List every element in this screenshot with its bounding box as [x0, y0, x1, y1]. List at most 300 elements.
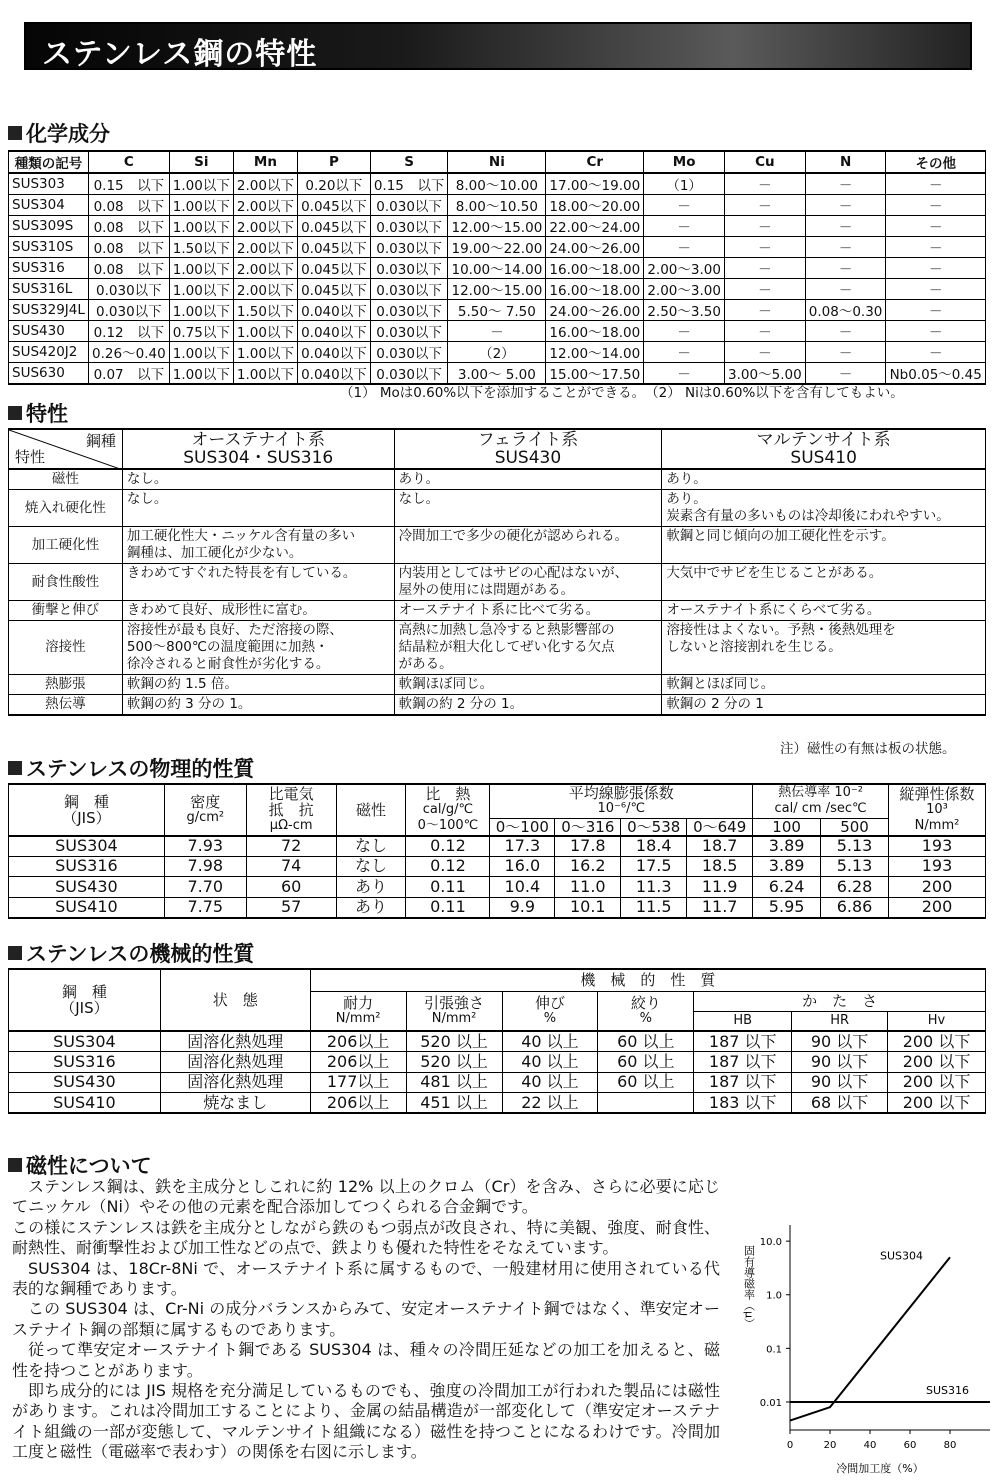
mech-h-yield: 耐力 N/mm²	[310, 991, 406, 1031]
chem-cell: SUS309S	[9, 216, 89, 237]
mech-cell: 固溶化熱処理	[160, 1031, 310, 1052]
phys-cell: あり	[336, 897, 406, 918]
chem-cell: 0.030以下	[89, 279, 170, 300]
mech-cell	[598, 1093, 694, 1114]
mech-cell: 206以上	[310, 1031, 406, 1052]
chem-cell: －	[644, 321, 725, 342]
prop-row-name: 衝撃と伸び	[9, 601, 123, 621]
chem-cell: 12.00～15.00	[448, 279, 546, 300]
chem-cell: 1.00以下	[233, 363, 297, 385]
phys-cell: 200	[889, 877, 986, 898]
prop-col-austenite: オーステナイト系 SUS304・SUS316	[122, 429, 394, 469]
title-banner	[24, 22, 972, 70]
phys-cell: SUS316	[9, 856, 165, 877]
prop-cell: なし。	[122, 490, 394, 527]
chem-cell: －	[725, 258, 806, 279]
mech-cell: 90 以下	[792, 1072, 888, 1093]
phys-h-elast: 縦弾性係数 10³ N/mm²	[889, 784, 986, 836]
prop-row	[9, 490, 986, 527]
chem-cell: 0.07 以下	[89, 363, 170, 385]
chem-cell: 0.030以下	[370, 216, 448, 237]
chem-cell: 24.00～26.00	[546, 237, 644, 258]
magnet-paragraph: この様にステンレスは鉄を主成分としながら鉄のもつ弱点が改良され、特に美観、強度、耐食性、耐熱性、耐衝撃性および加工性などの点で、鉄よりも優れた特性をそなえています。	[12, 1217, 720, 1258]
chem-cell: －	[448, 321, 546, 342]
chem-cell: 0.030以下	[370, 300, 448, 321]
chem-cell: －	[886, 173, 986, 195]
chem-cell: －	[644, 216, 725, 237]
mech-cell: 40 以上	[502, 1072, 598, 1093]
phys-cell: 18.5	[687, 856, 753, 877]
mech-cell: 206以上	[310, 1052, 406, 1073]
chem-cell: 0.030以下	[370, 237, 448, 258]
mech-cell: 481 以上	[406, 1072, 502, 1093]
y-tick-label: 1.0	[766, 1290, 782, 1302]
chem-cell: 8.00～10.50	[448, 195, 546, 216]
chem-cell: 1.00以下	[233, 342, 297, 363]
phys-cell: 200	[889, 897, 986, 918]
chem-cell: 0.040以下	[298, 300, 371, 321]
chem-cell: －	[805, 216, 886, 237]
phys-h-mag: 磁性	[336, 784, 406, 836]
chem-cell: －	[644, 237, 725, 258]
mech-hard-col: Hv	[888, 1011, 986, 1031]
phys-cell: 18.4	[621, 836, 687, 857]
page-title: ステンレス鋼の特性	[42, 37, 318, 72]
prop-cell: あり。	[394, 469, 662, 490]
chem-cell: 0.045以下	[298, 195, 371, 216]
prop-row-name: 溶接性	[9, 621, 123, 675]
chem-cell: 24.00～26.00	[546, 300, 644, 321]
chem-cell: 0.045以下	[298, 237, 371, 258]
chem-cell: （2）	[448, 342, 546, 363]
mech-cell: 520 以上	[406, 1031, 502, 1052]
chem-cell: －	[725, 321, 806, 342]
phys-cell: 7.70	[164, 877, 246, 898]
phys-cell: 7.93	[164, 836, 246, 857]
chem-row	[9, 258, 986, 279]
chem-header: その他	[886, 151, 986, 173]
magnet-heading: 磁性について	[8, 1150, 152, 1180]
phys-h-density: 密度 g/cm²	[164, 784, 246, 836]
magnet-paragraph: この SUS304 は、Cr-Ni の成分バランスからみて、安定オーステナイト鋼ではなく、準安定オーステナイト鋼の部類に属するものであります。	[12, 1299, 720, 1339]
chem-cell: －	[886, 258, 986, 279]
chem-cell: 1.00以下	[169, 300, 233, 321]
chem-cell: 0.030以下	[370, 195, 448, 216]
chem-cell: 0.20以下	[298, 173, 371, 195]
phys-cell: SUS410	[9, 897, 165, 918]
mech-cell: 40 以上	[502, 1052, 598, 1073]
corner-top: 鋼種	[85, 432, 116, 450]
chem-cell: －	[886, 300, 986, 321]
prop-cell: 加工硬化性大・ニッケル含有量の多い 鋼種は、加工硬化が少ない。	[122, 527, 394, 564]
chem-cell: Nb0.05～0.45	[886, 363, 986, 385]
chem-row	[9, 300, 986, 321]
chem-header: P	[298, 151, 371, 173]
chem-cell: SUS303	[9, 173, 89, 195]
chem-cell: －	[886, 321, 986, 342]
phys-cell: 18.7	[687, 836, 753, 857]
chem-cell: 0.15 以下	[89, 173, 170, 195]
magnet-paragraph: ステンレス鋼は、鉄を主成分としこれに約 12% 以上のクロム（Cr）を含み、さらに必要に応じてニッケル（Ni）やその他の元素を配合添加してつくられる合金鋼です。	[12, 1177, 720, 1217]
prop-note: 注）磁性の有無は板の状態。	[780, 741, 956, 757]
phys-cell: 11.9	[687, 877, 753, 898]
prop-cell: オーステナイト系に比べて劣る。	[394, 601, 662, 621]
chem-cell: 0.030以下	[370, 363, 448, 385]
mech-table	[8, 968, 986, 1114]
chem-cell: 2.50～3.50	[644, 300, 725, 321]
phys-cell: 6.86	[821, 897, 889, 918]
chem-cell: 1.00以下	[169, 195, 233, 216]
prop-heading: 特性	[8, 398, 68, 428]
chem-cell: 2.00以下	[233, 173, 297, 195]
phys-cell: 6.28	[821, 877, 889, 898]
chem-cell: 0.040以下	[298, 321, 371, 342]
square-bullet-icon	[8, 761, 22, 775]
phys-cell: 11.7	[687, 897, 753, 918]
chem-cell: 18.00～20.00	[546, 195, 644, 216]
x-tick-label: 80	[943, 1440, 957, 1451]
chem-cell: 0.040以下	[298, 342, 371, 363]
chem-cell: 0.045以下	[298, 258, 371, 279]
prop-row-name: 耐食性酸性	[9, 564, 123, 601]
square-bullet-icon	[8, 126, 22, 140]
phys-cell: 0.11	[406, 877, 490, 898]
series-label-sus304: SUS304	[880, 1249, 924, 1263]
phys-cell: なし	[336, 856, 406, 877]
prop-cell: 軟鋼ほぼ同じ。	[394, 675, 662, 695]
phys-cell: 11.0	[555, 877, 621, 898]
chem-cell: －	[886, 279, 986, 300]
chem-cell: SUS630	[9, 363, 89, 385]
phys-cell: 17.8	[555, 836, 621, 857]
mech-cell: 60 以上	[598, 1031, 694, 1052]
mech-cell: 40 以上	[502, 1031, 598, 1052]
chem-cell: 2.00以下	[233, 237, 297, 258]
chem-cell: －	[805, 342, 886, 363]
phys-cell: 17.3	[490, 836, 555, 857]
square-bullet-icon	[8, 406, 22, 420]
prop-row	[9, 527, 986, 564]
chem-cell: －	[805, 363, 886, 385]
prop-cell: 冷間加工で多少の硬化が認められる。	[394, 527, 662, 564]
prop-cell: なし。	[122, 469, 394, 490]
mech-cell: SUS304	[9, 1031, 161, 1052]
chem-cell: 5.50～ 7.50	[448, 300, 546, 321]
chem-cell: SUS316	[9, 258, 89, 279]
chem-cell: －	[725, 216, 806, 237]
chem-cell: 1.00以下	[169, 258, 233, 279]
chem-header: Mn	[233, 151, 297, 173]
prop-cell: 軟鋼と同じ傾向の加工硬化性を示す。	[662, 527, 986, 564]
chem-table	[8, 150, 986, 385]
prop-cell: 軟鋼の約 1.5 倍。	[122, 675, 394, 695]
chem-header: Ni	[448, 151, 546, 173]
phys-cell: 0.12	[406, 836, 490, 857]
chem-cell: SUS430	[9, 321, 89, 342]
x-tick-label: 20	[823, 1440, 837, 1451]
mech-cell: SUS316	[9, 1052, 161, 1073]
phys-h-exp: 平均線膨張係数 10⁻⁶/℃	[490, 784, 753, 818]
phys-heading: ステンレスの物理的性質	[8, 753, 254, 783]
magnet-paragraph: 即ち成分的には JIS 規格を充分満足しているものでも、強度の冷間加工が行われた製品には磁性があります。これは冷間加工することにより、金属の結晶構造が一部変化して（準安定オーステナイト組織の一部が変態して、マルテンサイト組織になる）磁性を持つことになるわけです。冷間加工度と磁性（電磁率で表わす）の関係を右図に示します。	[12, 1381, 720, 1462]
phys-row	[9, 836, 986, 857]
chem-header: Cr	[546, 151, 644, 173]
y-tick-label: 10.0	[759, 1237, 782, 1249]
chem-cell: 12.00～14.00	[546, 342, 644, 363]
phys-cell: 3.89	[753, 836, 821, 857]
prop-cell: 溶接性はよくない。予熱・後熱処理を しないと溶接割れを生じる。	[662, 621, 986, 675]
magnet-text	[12, 1177, 720, 1463]
mech-cell: 90 以下	[792, 1052, 888, 1073]
chem-cell: 2.00以下	[233, 279, 297, 300]
chem-cell: 0.030以下	[370, 258, 448, 279]
mech-row	[9, 1052, 986, 1073]
chem-header: Mo	[644, 151, 725, 173]
chem-cell: 0.045以下	[298, 279, 371, 300]
phys-cell: 10.4	[490, 877, 555, 898]
mech-heading: ステンレスの機械的性質	[8, 938, 254, 968]
mech-cell: 187 以下	[694, 1072, 792, 1093]
chem-cell: 12.00～15.00	[448, 216, 546, 237]
mech-cell: 520 以上	[406, 1052, 502, 1073]
mech-h-steel: 鋼 種 （JIS）	[9, 969, 161, 1031]
chem-cell: －	[886, 237, 986, 258]
chem-cell: （1）	[644, 173, 725, 195]
chem-header: N	[805, 151, 886, 173]
prop-row	[9, 695, 986, 716]
chem-row	[9, 216, 986, 237]
prop-row	[9, 469, 986, 490]
chem-cell: 0.08 以下	[89, 258, 170, 279]
chem-cell: 1.00以下	[169, 342, 233, 363]
phys-cell: 10.1	[555, 897, 621, 918]
phys-cell: 0.12	[406, 856, 490, 877]
chem-cell: 16.00～18.00	[546, 321, 644, 342]
prop-table	[8, 428, 986, 716]
mech-h-reduct: 絞り %	[598, 991, 694, 1031]
mech-cell: 60 以上	[598, 1072, 694, 1093]
chem-cell: 2.00～3.00	[644, 258, 725, 279]
corner-bottom: 特性	[15, 448, 46, 466]
phys-cell: 60	[246, 877, 336, 898]
chem-row	[9, 237, 986, 258]
phys-cell: あり	[336, 877, 406, 898]
prop-cell: きわめて良好、成形性に富む。	[122, 601, 394, 621]
chem-cell: －	[805, 195, 886, 216]
chem-cell: 22.00～24.00	[546, 216, 644, 237]
prop-cell: あり。 炭素含有量の多いものは冷却後にわれやすい。	[662, 490, 986, 527]
phys-table	[8, 783, 986, 919]
chem-cell: 17.00～19.00	[546, 173, 644, 195]
mech-cell: 固溶化熱処理	[160, 1072, 310, 1093]
chem-cell: －	[805, 321, 886, 342]
chem-cell: 0.08 以下	[89, 216, 170, 237]
chem-cell: 19.00～22.00	[448, 237, 546, 258]
magnet-paragraph: SUS304 は、18Cr-8Ni で、オーステナイト系に属するもので、一般建材用に使用されている代表的な鋼種であります。	[12, 1258, 720, 1299]
mech-cell: 200 以下	[888, 1072, 986, 1093]
phys-cell: 5.95	[753, 897, 821, 918]
phys-cell: 11.5	[621, 897, 687, 918]
mech-h-state: 状 態	[160, 969, 310, 1031]
phys-h-cond: 熱伝導率 10⁻² cal/ cm /sec℃	[753, 784, 889, 818]
phys-cell: 6.24	[753, 877, 821, 898]
permeability-chart	[735, 1210, 995, 1480]
prop-row-name: 熱膨張	[9, 675, 123, 695]
chem-cell: －	[725, 279, 806, 300]
chem-row	[9, 321, 986, 342]
prop-cell: 大気中でサビを生じることがある。	[662, 564, 986, 601]
chem-cell: －	[886, 195, 986, 216]
chem-cell: 16.00～18.00	[546, 279, 644, 300]
chem-cell: 0.08 以下	[89, 237, 170, 258]
chem-cell: －	[725, 342, 806, 363]
chem-cell: 2.00～3.00	[644, 279, 725, 300]
mech-h-tensile: 引張強さ N/mm²	[406, 991, 502, 1031]
prop-cell: オーステナイト系にくらべて劣る。	[662, 601, 986, 621]
mech-row	[9, 1031, 986, 1052]
phys-cell: 5.13	[821, 836, 889, 857]
chem-header: 種類の記号	[9, 151, 89, 173]
chem-cell: 15.00～17.50	[546, 363, 644, 385]
mech-cell: 206以上	[310, 1093, 406, 1114]
chem-cell: －	[886, 342, 986, 363]
mech-cell: 451 以上	[406, 1093, 502, 1114]
chem-cell: 1.00以下	[169, 216, 233, 237]
chem-heading: 化学成分	[8, 118, 110, 148]
phys-cell: 3.89	[753, 856, 821, 877]
chem-cell: －	[725, 173, 806, 195]
prop-cell: 軟鋼の 2 分の 1	[662, 695, 986, 716]
phys-cell: 0.11	[406, 897, 490, 918]
chem-cell: SUS316L	[9, 279, 89, 300]
series-label-sus316: SUS316	[926, 1383, 970, 1397]
chem-header: Si	[169, 151, 233, 173]
prop-row	[9, 564, 986, 601]
prop-row	[9, 675, 986, 695]
phys-h-heat: 比 熱 cal/g/℃ 0～100℃	[406, 784, 490, 836]
chem-cell: 0.045以下	[298, 216, 371, 237]
phys-row	[9, 897, 986, 918]
chem-note: （1） Moは0.60%以下を添加することができる。 （2） Niは0.60%以下を含有してもよい。	[340, 385, 904, 401]
x-tick-label: 0	[786, 1440, 794, 1451]
chem-cell: －	[644, 363, 725, 385]
y-tick-label: 0.1	[766, 1344, 782, 1356]
chem-row	[9, 195, 986, 216]
phys-cell: SUS430	[9, 877, 165, 898]
mech-cell: 焼なまし	[160, 1093, 310, 1114]
mech-cell: 200 以下	[888, 1031, 986, 1052]
mech-cell: 22 以上	[502, 1093, 598, 1114]
prop-row	[9, 601, 986, 621]
chem-cell: 0.26～0.40	[89, 342, 170, 363]
y-axis-label: 固有導磁率（μ）	[742, 1245, 756, 1329]
mech-cell: 固溶化熱処理	[160, 1052, 310, 1073]
prop-corner	[9, 429, 123, 469]
chem-cell: 3.00～5.00	[725, 363, 806, 385]
chem-cell: 1.50以下	[233, 300, 297, 321]
prop-row-name: 加工硬化性	[9, 527, 123, 564]
chem-cell: SUS304	[9, 195, 89, 216]
mech-cell: 177以上	[310, 1072, 406, 1093]
prop-row	[9, 621, 986, 675]
chem-row	[9, 279, 986, 300]
prop-row-name: 熱伝導	[9, 695, 123, 716]
mech-hard-col: HR	[792, 1011, 888, 1031]
mech-cell: SUS410	[9, 1093, 161, 1114]
chem-cell: SUS310S	[9, 237, 89, 258]
chem-header: C	[89, 151, 170, 173]
prop-row-name: 焼入れ硬化性	[9, 490, 123, 527]
chem-cell: 0.030以下	[370, 342, 448, 363]
chem-cell: 2.00以下	[233, 195, 297, 216]
prop-cell: 軟鋼の約 3 分の 1。	[122, 695, 394, 716]
chem-cell: 2.00以下	[233, 216, 297, 237]
chem-cell: 1.00以下	[233, 321, 297, 342]
phys-cell: 7.75	[164, 897, 246, 918]
mech-row	[9, 1093, 986, 1114]
phys-cond-col: 500	[821, 818, 889, 836]
chem-cell: 0.08 以下	[89, 195, 170, 216]
chem-cell: 0.040以下	[298, 363, 371, 385]
phys-exp-col: 0～649	[687, 818, 753, 836]
phys-exp-col: 0～316	[555, 818, 621, 836]
chem-cell: 16.00～18.00	[546, 258, 644, 279]
phys-cell: 9.9	[490, 897, 555, 918]
chem-cell: －	[805, 279, 886, 300]
chem-cell: －	[725, 300, 806, 321]
phys-cell: なし	[336, 836, 406, 857]
chem-cell: 3.00～ 5.00	[448, 363, 546, 385]
prop-cell: 軟鋼の約 2 分の 1。	[394, 695, 662, 716]
prop-cell: あり。	[662, 469, 986, 490]
mech-h-hard: か た さ	[694, 991, 986, 1011]
prop-cell: 軟鋼とほぼ同じ。	[662, 675, 986, 695]
chem-header: S	[370, 151, 448, 173]
phys-cell: 74	[246, 856, 336, 877]
prop-cell: 内装用としてはサビの心配はないが、 屋外の使用には問題がある。	[394, 564, 662, 601]
mech-cell: 90 以下	[792, 1031, 888, 1052]
chem-cell: 0.08～0.30	[805, 300, 886, 321]
phys-row	[9, 877, 986, 898]
chem-cell: 0.030以下	[370, 321, 448, 342]
phys-exp-col: 0～100	[490, 818, 555, 836]
prop-cell: なし。	[394, 490, 662, 527]
chem-cell: 0.030以下	[370, 279, 448, 300]
phys-cell: 7.98	[164, 856, 246, 877]
phys-cell: 5.13	[821, 856, 889, 877]
mech-hard-col: HB	[694, 1011, 792, 1031]
mech-cell: 183 以下	[694, 1093, 792, 1114]
chem-cell: 0.15 以下	[370, 173, 448, 195]
mech-cell: 60 以上	[598, 1052, 694, 1073]
chem-cell: SUS329J4L	[9, 300, 89, 321]
mech-cell: 68 以下	[792, 1093, 888, 1114]
prop-row-name: 磁性	[9, 469, 123, 490]
phys-cell: 72	[246, 836, 336, 857]
chem-cell: 10.00～14.00	[448, 258, 546, 279]
chem-row	[9, 342, 986, 363]
prop-cell: 溶接性が最も良好、ただ溶接の際、 500～800℃の温度範囲に加熱・ 徐冷されると耐食性が劣化する。	[122, 621, 394, 675]
phys-h-resist: 比電気 抵 抗 μΩ-cm	[246, 784, 336, 836]
chem-cell: 1.00以下	[169, 279, 233, 300]
chem-cell: 1.00以下	[169, 363, 233, 385]
prop-cell: きわめてすぐれた特長を有している。	[122, 564, 394, 601]
phys-cond-col: 100	[753, 818, 821, 836]
chem-cell: 0.75以下	[169, 321, 233, 342]
square-bullet-icon	[8, 946, 22, 960]
chem-cell: －	[725, 237, 806, 258]
chem-cell: －	[644, 195, 725, 216]
